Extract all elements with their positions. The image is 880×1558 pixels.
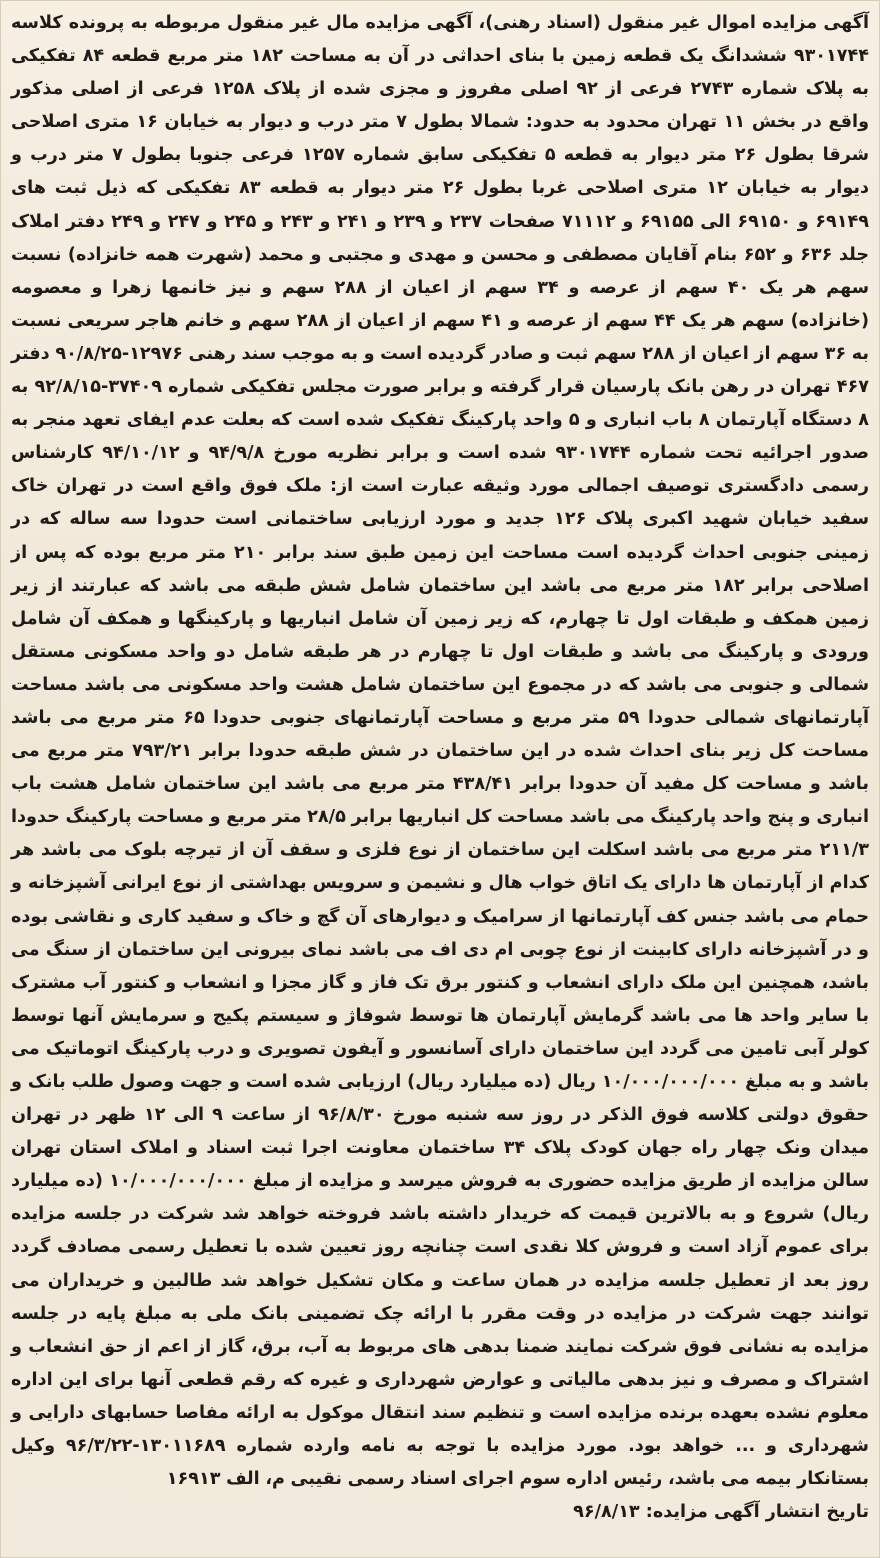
publish-date: تاریخ انتشار آگهی مزایده: ۹۶/۸/۱۳ [573,1502,869,1523]
notice-body: آگهی مزایده اموال غیر منقول (اسناد رهنی)، آگهی مزایده مال غیر منقول مربوطه به پرونده کلاسه ۹۳۰۱۷۴۴ ششدانگ یک قطعه زمین با بنای احداثی در آن به مساحت ۱۸۲ متر مربع قطعه ۸۴ تفکیکی به پلاک شماره ۲۷۴۳ فرعی از ۹۲ اصلی مفروز و مجزی شده از پلاک ۱۲۵۸ فرعی از اصلی مذکور واقع در بخش ۱۱ تهران محدود به حدود: شمالا بطول ۷ متر درب و دیوار به خیابان ۱۶ متری اصلاحی شرقا بطول ۲۶ متر دیوار به قطعه ۵ تفکیکی سابق شماره ۱۲۵۷ فرعی جنوبا بطول ۷ متر درب و دیوار به خیابان ۱۲ متری اصلاحی غربا بطول ۲۶ متر دیوار به قطعه ۸۳ تفکیکی که ذیل ثبت های ۶۹۱۴۹ و ۶۹۱۵۰ الی ۶۹۱۵۵ و ۷۱۱۱۲ صفحات ۲۳۷ و ۲۳۹ و ۲۴۱ و ۲۴۳ و ۲۴۵ و ۲۴۷ و ۲۴۹ دفتر املاک جلد ۶۳۶ و ۶۵۲ بنام آقایان مصطفی و محسن و مهدی و مجتبی و محمد (شهرت همه خانزاده) نسبت سهم هر یک ۴۰ سهم از عرصه و ۳۴ سهم از اعیان از ۲۸۸ سهم و نیز خانمها زهرا و معصومه (خانزاده) سهم هر یک ۴۴ سهم از عرصه و ۴۱ سهم از اعیان از ۲۸۸ سهم و خانم هاجر سریعی نسبت به ۳۶ سهم از اعیان از ۲۸۸ سهم ثبت و صادر گردیده است و به موجب سند رهنی ۱۲۹۷۶-۹۰/۸/۲۵ دفتر ۴۶۷ تهران در رهن بانک پارسیان قرار گرفته و برابر صورت مجلس تفکیکی شماره ۳۷۴۰۹-۹۲/۸/۱۵ به ۸ دستگاه آپارتمان ۸ باب انباری و ۵ واحد پارکینگ تفکیک شده است که بعلت عدم ایفای تعهد منجر به صدور اجرائیه تحت شماره ۹۳۰۱۷۴۴ شده است و برابر نظریه مورخ ۹۴/۹/۸ و ۹۴/۱۰/۱۲ کارشناس رسمی دادگستری توصیف اجمالی مورد وثیقه عبارت است از: ملک فوق واقع است در تهران خاک سفید خیابان شهید اکبری پلاک ۱۲۶ جدید و مورد ارزیابی ساختمانی است حدودا سه ساله که در زمینی جنوبی احداث گردیده است مساحت این زمین طبق سند برابر ۲۱۰ متر مربع بوده که پس از اصلاحی برابر ۱۸۲ متر مربع می باشد این ساختمان شامل شش طبقه می باشد که عبارتند از زیر زمین همکف و طبقات اول تا چهارم، که زیر زمین آن شامل انباریها و پارکینگها و همکف آن شامل ورودی و پارکینگ می باشد و طبقات اول تا چهارم در هر طبقه شامل دو واحد مسکونی مستقل شمالی و جنوبی می باشد که در مجموع این ساختمان شامل هشت واحد مسکونی می باشد مساحت آپارتمانهای شمالی حدودا ۵۹ متر مربع و مساحت آپارتمانهای جنوبی حدودا ۶۵ متر مربع می باشد مساحت کل زیر بنای احداث شده در این ساختمان در شش طبقه حدودا برابر ۷۹۳/۲۱ متر مربع می باشد و مساحت کل مفید آن حدودا برابر ۴۳۸/۴۱ متر مربع می باشد این ساختمان شامل هشت باب انباری و پنج واحد پارکینگ می باشد مساحت کل انباریها برابر ۲۸/۵ متر مربع و مساحت پارکینگ حدودا ۲۱۱/۳ متر مربع می باشد اسکلت این ساختمان از نوع فلزی و سقف آن از تیرچه بلوک می باشد هر کدام از آپارتمان ها دارای یک اتاق خواب هال و نشیمن و سرویس بهداشتی از نوع ایرانی آشپزخانه و حمام می باشد جنس کف آپارتمانها از سرامیک و دیوارهای آن گچ و خاک و سفید کاری و نقاشی بوده و در آشپزخانه دارای کابینت از نوع چوبی ام دی اف می باشد نمای بیرونی این ساختمان از سنگ می باشد، همچنین این ملک دارای انشعاب و کنتور برق تک فاز و گاز مجزا و انشعاب و کنتور آب مشترک با سایر واحد ها می باشد گرمایش آپارتمان ها توسط شوفاژ و سیستم پکیج و سرمایش آنها توسط کولر آبی تامین می گردد این ساختمان دارای آسانسور و آیفون تصویری و درب پارکینگ اتوماتیک می باشد و به مبلغ ۱۰/۰۰۰/۰۰۰/۰۰۰ ریال (ده میلیارد ریال) ارزیابی شده است و جهت وصول طلب بانک و حقوق دولتی کلاسه فوق الذکر در روز سه شنبه مورخ ۹۶/۸/۳۰ از ساعت ۹ الی ۱۲ ظهر در تهران میدان ونک چهار راه جهان کودک پلاک ۳۴ ساختمان معاونت اجرا ثبت اسناد و املاک استان تهران سالن مزایده از طریق مزایده حضوری به فروش میرسد و مزایده از مبلغ ۱۰/۰۰۰/۰۰۰/۰۰۰ (ده میلیارد ریال) شروع و به بالاترین قیمت که خریدار داشته باشد فروخته خواهد شد شرکت در جلسه مزایده برای عموم آزاد است و فروش کلا نقدی است چنانچه روز تعیین شده با تعطیل رسمی مصادف گردد روز بعد از تعطیل جلسه مزایده در همان ساعت و مکان تشکیل خواهد شد طالبین و خریداران می توانند جهت شرکت در مزایده در وقت مقرر با ارائه چک تضمینی بانک ملی به مبلغ پایه در جلسه مزایده به نشانی فوق شرکت نمایند ضمنا بدهی های مربوط به آب، برق، گاز از اعم از حق انشعاب و اشتراک و مصرف و نیز بدهی مالیاتی و عوارض شهرداری و غیره که رقم قطعی آنها برای این اداره معلوم نشده بعهده برنده مزایده است و تنظیم سند انتقال موکول به ارائه مفاصا حسابهای دارایی و شهرداری و ... خواهد بود. مورد مزایده با توجه به نامه وارده شماره ۱۳۰۱۱۶۸۹-۹۶/۳/۲۲ وکیل بستانکار بیمه می باشد، رئیس اداره سوم اجرای اسناد رسمی نقیبی م، الف ۱۶۹۱۳ [11,13,870,1490]
auction-notice [11,7,869,1496]
